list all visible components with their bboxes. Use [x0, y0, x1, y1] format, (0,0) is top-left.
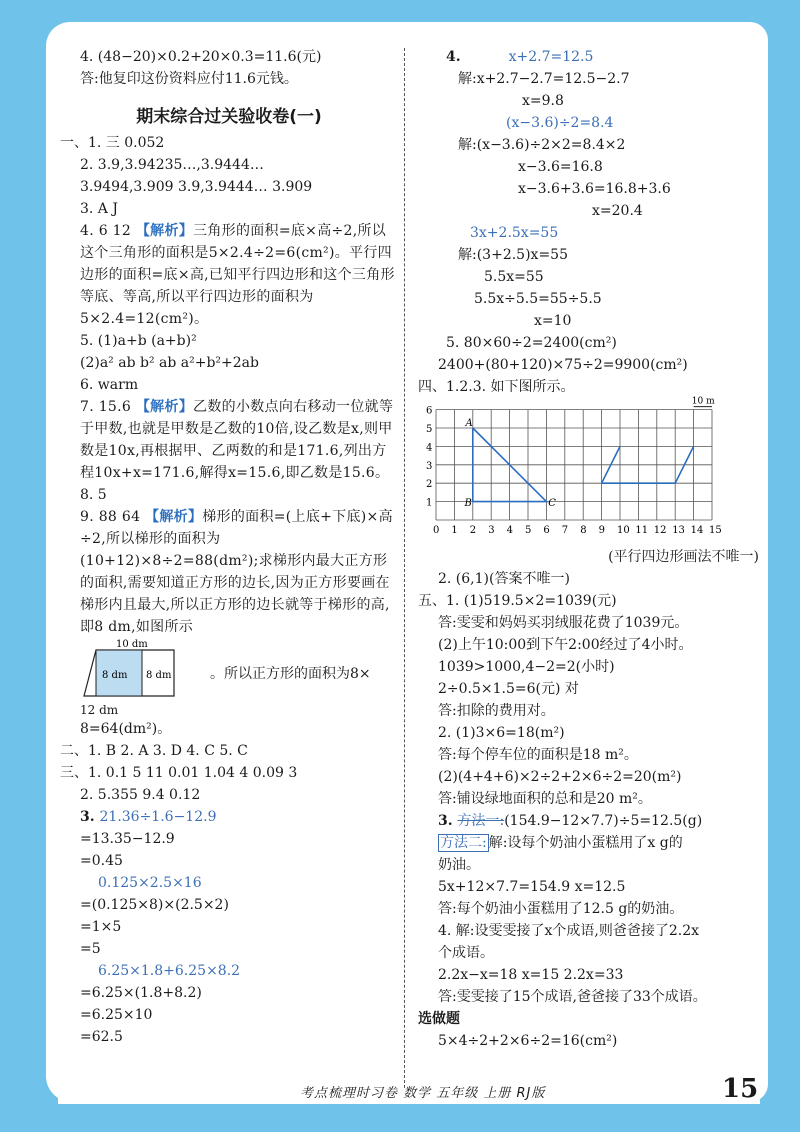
point-label: A: [465, 418, 473, 430]
calc-step: =1×5: [80, 919, 122, 935]
equation-step: 5.5x÷5.5=55÷5.5: [474, 291, 602, 307]
analysis-tag: 【解析】: [145, 509, 203, 525]
x-tick-label: 1: [451, 525, 458, 536]
equation-step: 解:(3+2.5)x=55: [458, 247, 568, 263]
answer-line: 2. (1)3×6=18(m²): [438, 725, 565, 741]
calc-step: =0.45: [80, 853, 123, 869]
answer-line: 3. A J: [80, 201, 118, 217]
answer-line: 答:扣除的费用对。: [438, 703, 555, 719]
calc-step: =(0.125×8)×(2.5×2): [80, 897, 229, 913]
section-title: 期末综合过关验收卷(一): [136, 107, 322, 127]
equation-step: x=10: [534, 313, 572, 329]
answer-line: 个成语。: [438, 945, 494, 961]
point-label: B: [464, 498, 472, 510]
answer-line: 一、1. 三 0.052: [60, 135, 165, 151]
answer-line: 2. 5.355 9.4 0.12: [80, 787, 201, 803]
y-tick-label: 1: [426, 497, 433, 509]
answer-line: 5. 80×60÷2=2400(cm²): [446, 335, 617, 351]
equation-blue: (x−3.6)÷2=8.4: [506, 115, 614, 131]
equation-step: 解:x+2.7−2.7=12.5−2.7: [458, 71, 630, 87]
x-tick-label: 14: [690, 525, 704, 536]
answer-line: 五、1. (1)519.5×2=1039(元): [418, 593, 617, 609]
answer-line: 5x+12×7.7=154.9 x=12.5: [438, 879, 626, 895]
point-label: C: [548, 498, 556, 510]
calc-expression: 6.25×1.8+6.25×8.2: [98, 963, 241, 979]
footer-text: 考点梳理时习卷 数学 五年级 上册 RJ版: [300, 1086, 546, 1101]
answer-line: 8. 5: [80, 487, 107, 503]
answer-line: 4. 解:设雯雯接了x个成语,则爸爸接了2.2x: [438, 923, 700, 939]
answer-line: 1039>1000,4−2=2(小时): [438, 659, 615, 675]
trapezoid-figure: [80, 638, 210, 708]
answer-line: 四、1.2.3. 如下图所示。: [418, 379, 575, 395]
trapezoid-figure-row: [60, 638, 398, 708]
trapezoid-height-label: 8 dm: [146, 670, 172, 681]
x-tick-label: 13: [672, 525, 685, 536]
page-frame-bottom: [0, 1104, 800, 1132]
x-tick-label: 3: [488, 525, 495, 536]
q7-head: 7. 15.6: [80, 399, 136, 415]
calc-step: =6.25×(1.8+8.2): [80, 985, 202, 1001]
answer-line: (2)a² ab b² ab a²+b²+2ab: [80, 355, 259, 371]
equation-step: x=20.4: [592, 203, 643, 219]
answer-line: 3.9494,3.909 3.9,3.9444… 3.909: [80, 179, 313, 195]
left-column: [60, 46, 398, 1048]
answer-line: 答:每个停车位的面积是18 m²。: [438, 747, 638, 763]
y-tick-label: 4: [426, 442, 433, 454]
answer-line: 6. warm: [80, 377, 139, 393]
x-tick-label: 9: [598, 525, 605, 536]
x-tick-label: 7: [561, 525, 569, 536]
x-tick-label: 4: [506, 525, 513, 536]
x-tick-label: 12: [653, 525, 667, 536]
answer-line: 答:雯雯接了15个成语,爸爸接了33个成语。: [438, 989, 707, 1005]
q4-head: 4. 6 12: [80, 223, 136, 239]
method-line: 3. 方法一:(154.9−12×7.7)÷5=12.5(g): [438, 813, 703, 829]
answer-line: 5×4÷2+2×6÷2=16(cm²): [438, 1033, 618, 1049]
calc-step: =6.25×10: [80, 1007, 153, 1023]
answer-line: 三、1. 0.1 5 11 0.01 1.04 4 0.09 3: [60, 765, 298, 781]
coordinate-graph: [418, 396, 763, 546]
calc-expression: 21.36÷1.6−12.9: [99, 809, 217, 825]
answer-line: 二、1. B 2. A 3. D 4. C 5. C: [60, 743, 248, 759]
answer-line: 5. (1)a+b (a+b)²: [80, 333, 197, 349]
scale-label: 10 m: [691, 396, 715, 407]
q9-head: 9. 88 64: [80, 509, 146, 525]
x-tick-label: 8: [580, 525, 587, 536]
q9-analysis: [60, 506, 398, 638]
answer-line: 2.2x−x=18 x=15 2.2x=33: [438, 967, 624, 983]
x-tick-label: 11: [635, 525, 649, 536]
optional-title: 选做题: [418, 1011, 460, 1027]
calc-expression: 0.125×2.5×16: [98, 875, 202, 891]
q4-text: 三角形的面积=底×高÷2,所以这个三角形的面积是5×2.4÷2=6(cm²)。平行四边形的面积=底×高,已知平行四边形和这个三角形等底、等高,所以平行四边形的面积为5×2.4=12(cm²)。: [80, 223, 395, 327]
answer-line: 4. (48−20)×0.2+20×0.3=11.6(元): [80, 49, 322, 65]
y-tick-label: 6: [426, 405, 433, 417]
method-one-label: 方法一:: [457, 813, 505, 829]
x-tick-label: 2: [469, 525, 477, 536]
equation-step: x=9.8: [522, 93, 564, 109]
right-column: [418, 46, 763, 1052]
answer-line: (2)上午10:00到下午2:00经过了4小时。: [438, 637, 693, 653]
square-side-label: 8 dm: [102, 670, 128, 681]
answer-line: 答:铺设绿地面积的总和是20 m²。: [438, 791, 652, 807]
answer-line: 2. 3.9,3.94235…,3.9444…: [80, 157, 264, 173]
method-two-label: 方法二:: [440, 835, 487, 851]
calc-step: =13.35−12.9: [80, 831, 175, 847]
equation-step: 5.5x=55: [484, 269, 544, 285]
grid-diagram: [418, 396, 748, 542]
answer-line: 8=64(dm²)。: [80, 721, 172, 737]
x-tick-label: 10: [617, 525, 630, 536]
equation-blue: 3x+2.5x=55: [470, 225, 559, 241]
x-tick-label: 0: [433, 525, 440, 536]
y-tick-label: 3: [426, 460, 433, 472]
answer-line: 2. (6,1)(答案不唯一): [438, 571, 570, 587]
x-tick-label: 6: [543, 525, 550, 536]
calc-head: 3. 21.36÷1.6−12.9: [80, 809, 217, 825]
calc-step: =5: [80, 941, 101, 957]
answer-line: 奶油。: [438, 857, 480, 873]
answer-line: 2400+(80+120)×75÷2=9900(cm²): [438, 357, 688, 373]
x-tick-label: 15: [709, 525, 722, 536]
q7-analysis: [60, 396, 398, 484]
q7-text: 乙数的小数点向右移动一位就等于甲数,也就是甲数是乙数的10倍,设乙数是x,则甲数是10x,再根据甲、乙两数的和是171.6,列出方程10x+x=171.6,解得x=15.6,即乙数是15.6。: [80, 399, 394, 481]
trapezoid-top-label: 10 dm: [116, 639, 148, 650]
analysis-tag: 【解析】: [135, 399, 194, 415]
y-tick-label: 2: [426, 479, 433, 491]
equation-step: 解:(x−3.6)÷2×2=8.4×2: [458, 137, 626, 153]
q9-after: 。所以正方形的面积为8×: [210, 666, 371, 682]
graph-caption: (平行四边形画法不唯一): [608, 549, 759, 565]
analysis-tag: 【解析】: [135, 223, 194, 239]
x-tick-label: 5: [525, 525, 532, 536]
q4-analysis: [60, 220, 398, 330]
equation-blue: x+2.7=12.5: [508, 49, 594, 65]
answer-line: (2)(4+4+6)×2÷2+2×6÷2=20(m²): [438, 769, 682, 785]
equation-head: 4. x+2.7=12.5: [446, 49, 594, 65]
answer-line: 2÷0.5×1.5=6(元) 对: [438, 681, 579, 697]
y-tick-label: 5: [426, 424, 433, 435]
equation-step: x−3.6+3.6=16.8+3.6: [518, 181, 671, 197]
column-divider: [404, 48, 405, 1088]
answer-line: 答:雯雯和妈妈买羽绒服花费了1039元。: [438, 615, 689, 631]
method-line: 方法二: 解:设每个奶油小蛋糕用了x g的: [440, 835, 683, 851]
trapezoid-bottom-label: 12 dm: [80, 703, 119, 717]
answer-line: 答:他复印这份资料应付11.6元钱。: [80, 71, 298, 87]
equation-step: x−3.6=16.8: [518, 159, 603, 175]
answer-line: 答:每个奶油小蛋糕用了12.5 g的奶油。: [438, 901, 684, 917]
calc-step: =62.5: [80, 1029, 123, 1045]
q9-text: 梯形的面积=(上底+下底)×高÷2,所以梯形的面积为(10+12)×8÷2=88(dm²);求梯形内最大正方形的面积,需要知道正方形的边长,因为正方形要画在梯形内且最大,所以正方形的边长就等于梯形的高,即8 dm,如图所示: [80, 509, 393, 635]
page-number: 15: [722, 1074, 759, 1104]
